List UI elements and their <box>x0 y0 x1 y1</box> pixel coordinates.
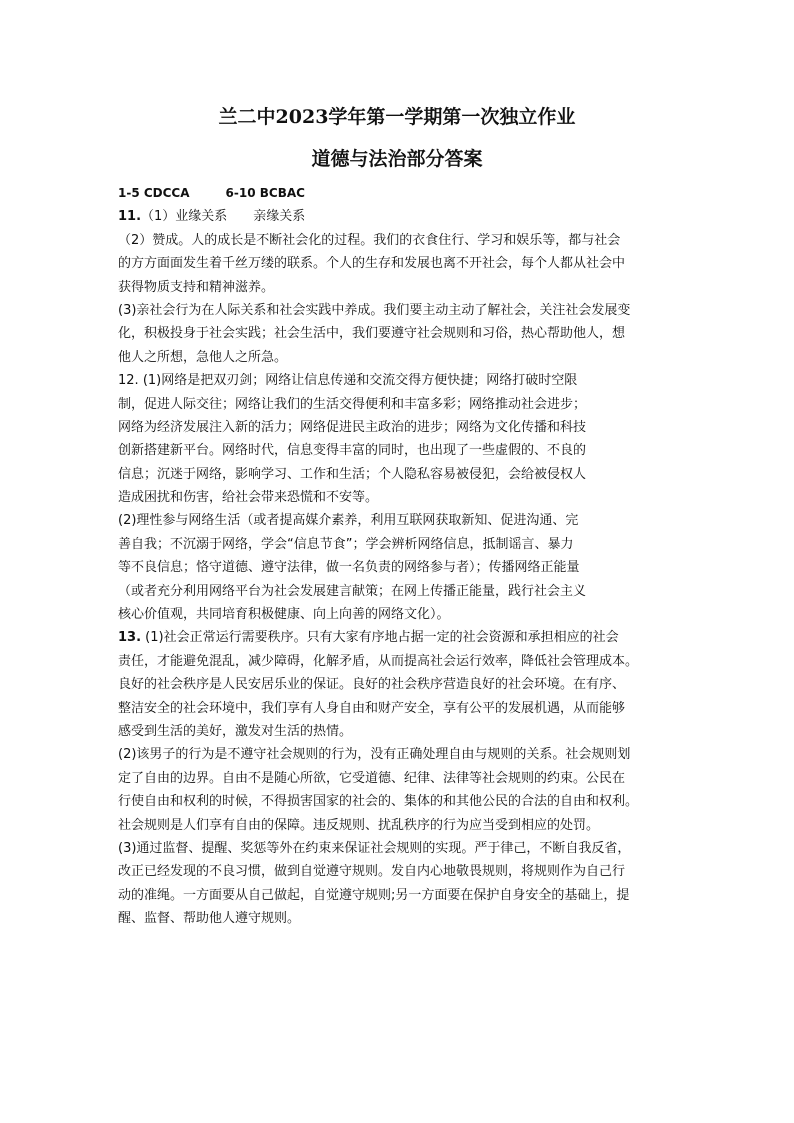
q13-line: 醒、监督、帮助他人遵守规则。 <box>118 911 301 927</box>
q12-first-text: (1)网络是把双刃剑；网络让信息传递和交流交得方便快捷；网络打破时空限 <box>138 373 578 389</box>
q12-line: 造成困扰和伤害，给社会带来恐慌和不安等。 <box>118 490 379 506</box>
q12-line: (2)理性参与网络生活（或者提高媒介素养，利用互联网获取新知、促进沟通、完 <box>118 513 579 529</box>
q11-line: 他人之所想，急他人之所急。 <box>118 349 288 365</box>
q12-number: 12. <box>118 373 139 389</box>
q11-line: 获得物质支持和精神滋养。 <box>118 279 275 295</box>
q11-part1-text: （1）业缘关系 亲缘关系 <box>141 209 306 225</box>
document-subtitle: 道德与法治部分答案 <box>311 148 483 170</box>
q12-line: 创新搭建新平台。网络时代，信息变得丰富的同时，也出现了一些虚假的、不良的 <box>118 443 587 459</box>
q13-first-line <box>118 626 688 649</box>
q12-first-line <box>118 369 688 392</box>
q13-first-text: (1)社会正常运行需要秩序。只有大家有序地占据一定的社会资源和承担相应的社会 <box>141 630 619 646</box>
answer-body <box>118 182 688 931</box>
mc-answers-1-5: 1-5 CDCCA <box>118 186 190 200</box>
q12-line: 信息；沉迷于网络，影响学习、工作和生活；个人隐私容易被侵犯，会给被侵权人 <box>118 466 587 482</box>
q12-line: 善自我；不沉溺于网络，学会“信息节食”；学会辨析网络信息，抵制谣言、暴力 <box>118 536 574 552</box>
q11-part1-line <box>118 205 688 228</box>
q11-line: 化，积极投身于社会实践；社会生活中，我们要遵守社会规则和习俗，热心帮助他人，想 <box>118 326 626 342</box>
q13-line: 动的准绳。一方面要从自己做起，自觉遵守规则;另一方面要在保护自身安全的基础上，提 <box>118 887 630 903</box>
q12-line: 核心价值观，共同培育积极健康、向上向善的网络文化）。 <box>118 607 450 623</box>
q12-line: 等不良信息；恪守道德、遵守法律，做一名负责的网络参与者）；传播网络正能量 <box>118 560 580 576</box>
q13-line: 良好的社会秩序是人民安居乐业的保证。良好的社会秩序营造良好的社会环境。在有序、 <box>118 677 626 693</box>
multiple-choice-answers <box>118 182 688 205</box>
q13-line: 整洁安全的社会环境中，我们享有人身自由和财产安全，享有公平的发展机遇，从而能够 <box>118 700 626 716</box>
q12-line: （或者充分利用网络平台为社会发展建言献策；在网上传播正能量，践行社会主义 <box>118 583 587 599</box>
q13-line: 定了自由的边界。自由不是随心所欲，它受道德、纪律、法律等社会规则的约束。公民在 <box>118 770 626 786</box>
q11-line: (3)亲社会行为在人际关系和社会实践中养成。我们要主动主动了解社会，关注社会发展变 <box>118 302 631 318</box>
document-title: 兰二中2023学年第一学期第一次独立作业 <box>218 106 576 128</box>
q12-line: 网络为经济发展注入新的活力；网络促进民主政治的进步；网络为文化传播和科技 <box>118 419 587 435</box>
q13-number: 13. <box>118 630 142 646</box>
q13-line: 责任，才能避免混乱，减少障碍，化解矛盾，从而提高社会运行效率，降低社会管理成本。 <box>118 653 639 669</box>
q12-line: 制，促进人际交往；网络让我们的生活交得便利和丰富多彩；网络推动社会进步； <box>118 396 587 412</box>
q11-line: （2）赞成。人的成长是不断社会化的过程。我们的衣食住行、学习和娱乐等，都与社会 <box>118 232 621 248</box>
q11-number: 11. <box>118 209 142 225</box>
q13-line: 改正已经发现的不良习惯，做到自觉遵守规则。发自内心地敬畏规则，将规则作为自己行 <box>118 864 626 880</box>
q13-line: 行使自由和权利的时候，不得损害国家的社会的、集体的和其他公民的合法的自由和权利。 <box>118 794 639 810</box>
q13-line: (3)通过监督、提醒、奖惩等外在约束来保证社会规则的实现。严于律己，不断自我反省， <box>118 840 631 856</box>
q11-line: 的方方面面发生着千丝万缕的联系。个人的生存和发展也离不开社会，每个人都从社会中 <box>118 256 626 272</box>
q13-line: 感受到生活的美好，激发对生活的热情。 <box>118 723 353 739</box>
q13-line: 社会规则是人们享有自由的保障。违反规则、扰乱秩序的行为应当受到相应的处罚。 <box>118 817 600 833</box>
mc-answers-6-10: 6-10 BCBAC <box>225 186 305 200</box>
q13-line: (2)该男子的行为是不遵守社会规则的行为，没有正确处理自由与规则的关系。社会规则划 <box>118 747 631 763</box>
